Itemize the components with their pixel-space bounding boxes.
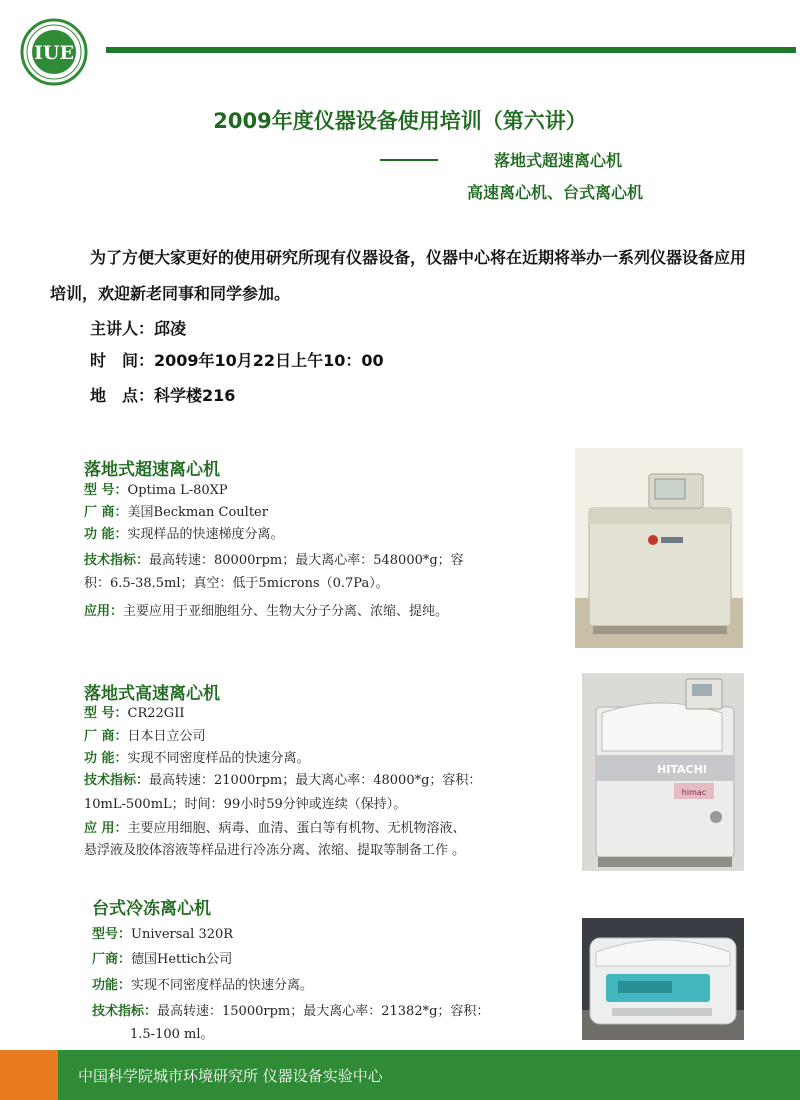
label: 应 用：: [84, 821, 128, 836]
subtitle-secondary: 高速离心机、台式离心机: [467, 183, 644, 202]
value: 积：6.5-38.5ml；真空：低于5microns（0.7Pa）。: [84, 576, 389, 591]
ultracentrifuge-photo: [575, 448, 743, 648]
section-title-highspeed: 落地式高速离心机: [84, 684, 220, 704]
label: 型 号：: [84, 706, 128, 721]
value: 最高转速：21000rpm；最大离心率：48000*g；容积：: [149, 773, 482, 788]
spec-function: [92, 973, 313, 999]
svg-text:IUE: IUE: [34, 42, 74, 64]
spec-maker: [92, 947, 232, 973]
page-title: 2009年度仪器设备使用培训（第六讲）: [213, 109, 587, 133]
subtitle-row: [380, 148, 622, 171]
brand-label: HITACHI: [657, 763, 707, 776]
spec-tech: [84, 768, 481, 794]
label: 技术指标：: [84, 553, 150, 568]
institute-logo: [20, 18, 88, 86]
value: 悬浮液及胶体溶液等样品进行冷冻分离、浓缩、提取等制备工作 。: [84, 843, 466, 858]
value: 实现样品的快速梯度分离。: [127, 527, 284, 542]
value: 实现不同密度样品的快速分离。: [131, 978, 314, 993]
footer-accent: [0, 1050, 58, 1100]
spec-tech-cont: [130, 1022, 214, 1048]
intro-paragraph: 为了方便大家更好的使用研究所现有仪器设备，仪器中心将在近期将举办一系列仪器设备应用培训，欢迎新老同事和同学参加。: [50, 248, 747, 303]
benchtop-centrifuge-photo: [582, 918, 744, 1040]
place-line: 地 点：科学楼216: [90, 386, 236, 405]
footer-text: 中国科学院城市环境研究所 仪器设备实验中心: [78, 1067, 383, 1085]
label: 厂商：: [92, 952, 132, 967]
spec-tech-cont: [84, 571, 389, 597]
spec-application: [84, 599, 448, 625]
speaker-line: 主讲人：邱凌: [90, 319, 187, 338]
spec-tech-cont: [84, 792, 406, 818]
spec-function: [84, 522, 284, 548]
label: 厂 商：: [84, 505, 128, 520]
footer-bar: [0, 1050, 800, 1100]
spec-application-cont: [84, 838, 465, 864]
label: 技术指标：: [92, 1004, 158, 1019]
label: 功 能：: [84, 751, 128, 766]
label: 厂 商：: [84, 729, 128, 744]
section-title-benchtop: 台式冷冻离心机: [92, 899, 211, 919]
value: 10mL-500mL；时间：99小时59分钟或连续（保持）。: [84, 797, 407, 812]
section-title-ultracentrifuge: 落地式超速离心机: [84, 460, 220, 480]
spec-model: [92, 922, 233, 948]
label: 型号：: [92, 927, 132, 942]
value: Universal 320R: [131, 927, 234, 942]
value: 1.5-100 ml。: [130, 1027, 214, 1042]
label: 应用：: [84, 604, 124, 619]
value: CR22GII: [127, 706, 185, 721]
value: 实现不同密度样品的快速分离。: [127, 751, 310, 766]
label: 技术指标：: [84, 773, 150, 788]
value: 主要应用于亚细胞组分、生物大分子分离、浓缩、提纯。: [123, 604, 449, 619]
label: 型 号：: [84, 483, 128, 498]
subtitle-dash: [380, 159, 438, 161]
header-rule: [106, 47, 796, 53]
value: Optima L-80XP: [127, 483, 228, 498]
highspeed-centrifuge-photo: [582, 673, 744, 871]
subtitle-primary: 落地式超速离心机: [494, 151, 623, 170]
value: 日本日立公司: [127, 729, 206, 744]
model-badge: himac: [681, 788, 707, 797]
time-line: 时 间：2009年10月22日上午10：00: [90, 351, 384, 370]
value: 最高转速：80000rpm；最大离心率：548000*g；容: [149, 553, 464, 568]
value: 最高转速：15000rpm；最大离心率：21382*g；容积：: [157, 1004, 490, 1019]
label: 功能：: [92, 978, 132, 993]
value: 德国Hettich公司: [131, 952, 233, 967]
value: 主要应用细胞、病毒、血清、蛋白等有机物、无机物溶液、: [127, 821, 466, 836]
value: 美国Beckman Coulter: [127, 505, 268, 520]
label: 功 能：: [84, 527, 128, 542]
